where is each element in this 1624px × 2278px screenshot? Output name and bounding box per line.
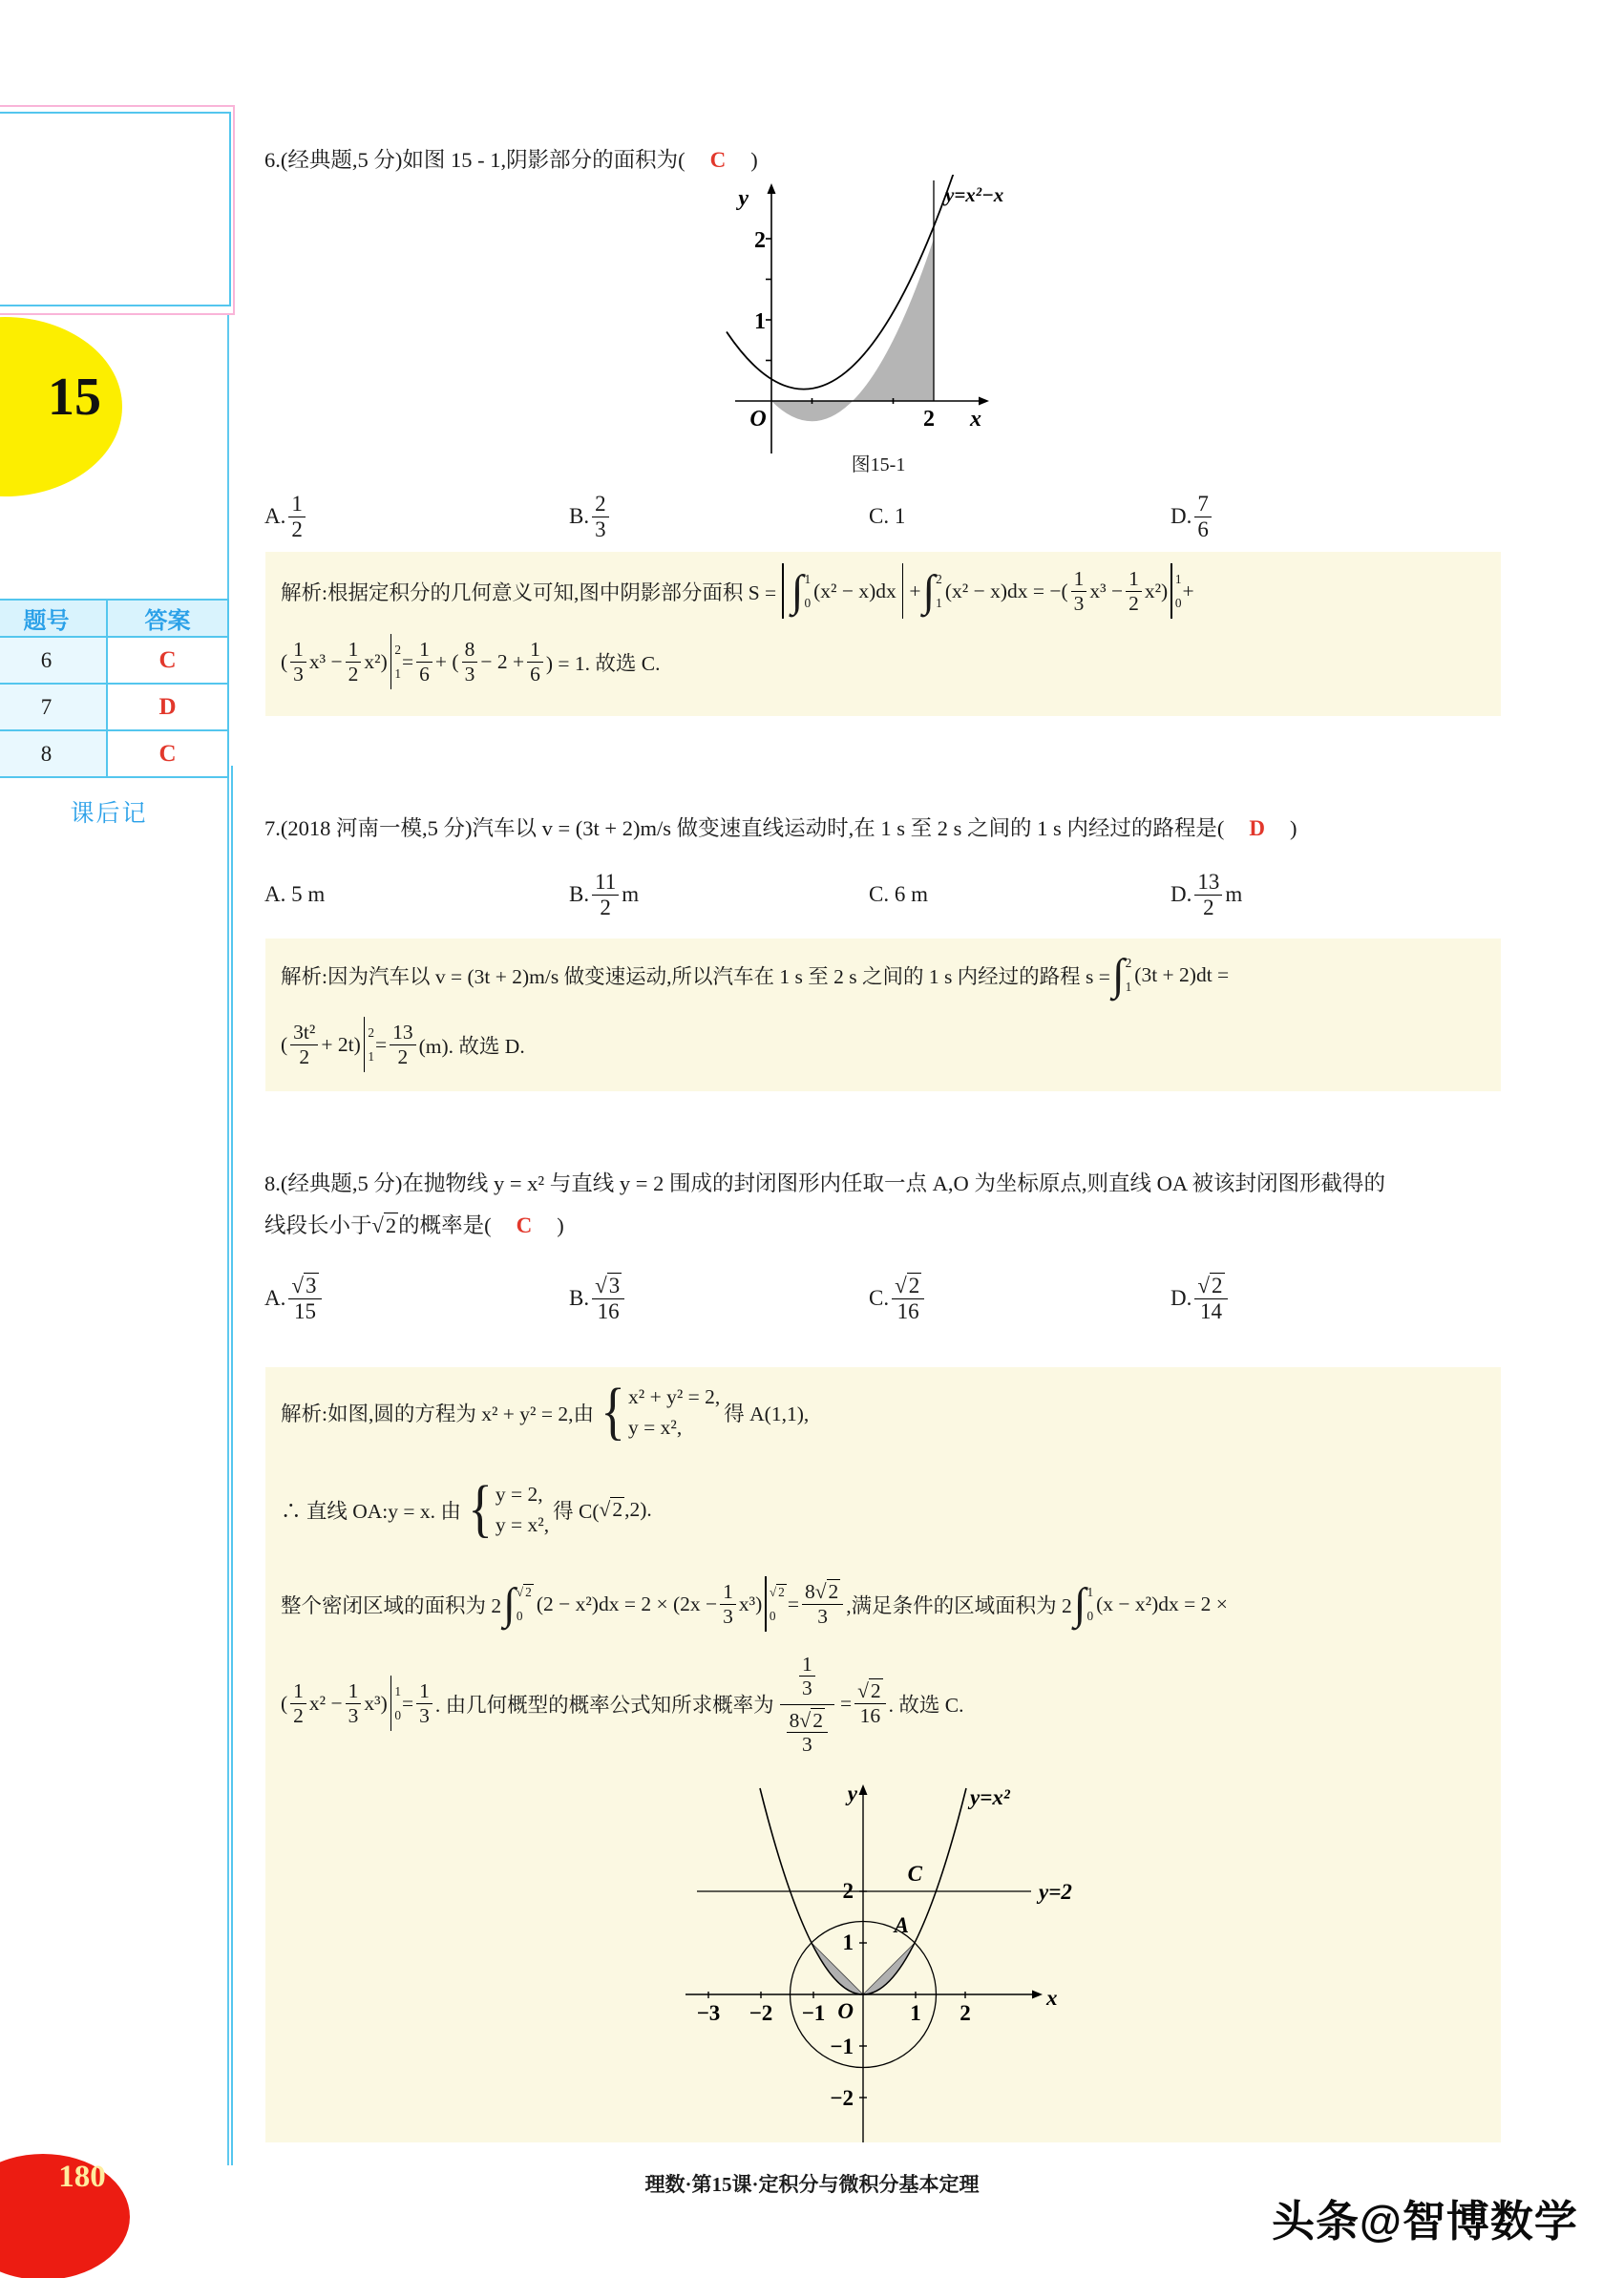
q7-analysis-line-2: ( 3t² 2 + 2t) 2 1 = 13 2 (m). 故选 D.	[281, 1007, 1486, 1082]
q8-option-c: C. √2 16	[869, 1270, 927, 1327]
answer-table	[0, 599, 229, 778]
q6-analysis-line-2: ( 1 3 x³ − 1 2 x²) 2 1 = 1 6 + ( 8 3 − 2 + 1 6 ) = 1. 故选 C.	[281, 626, 1486, 697]
q8-analysis-line-3: 整个密闭区域的面积为 2 ∫ √ 2 0 (2 − x²)dx = 2 × (2x − 1 3 x³) √ 2 0 = 8√2 3 ,满足条件的区域面积为 2 ∫ 1 0 (x − x²)dx = 2 ×	[281, 1568, 1486, 1640]
question-8-text: 线段长小于√2的概率是(	[264, 1213, 492, 1237]
figure-15-1	[707, 175, 1025, 453]
x-tick-2: 2	[960, 2001, 971, 2025]
question-7-close-paren: )	[1290, 816, 1297, 840]
after-class-notes-box	[0, 766, 233, 2165]
figure-15-1-shading	[771, 239, 934, 421]
footer-title: 理数·第15课·定积分与微积分基本定理	[644, 2173, 980, 2196]
q6-option-a: A. 1 2	[264, 489, 308, 544]
page-number: 180	[58, 2160, 106, 2194]
line-y2-label: y=2	[1039, 1880, 1072, 1904]
origin-label: O	[837, 1999, 854, 2023]
y-tick--2: −2	[830, 2086, 854, 2110]
question-number: 8	[0, 730, 107, 777]
y-axis-label: y	[738, 186, 749, 211]
q7-option-d: D. 13 2 m	[1171, 869, 1243, 919]
q8-analysis-line-2: ∴ 直线 OA:y = x. 由 { y = 2, y = x², 得 C( √2 ,2).	[281, 1474, 652, 1544]
answer-table-header-no: 题号	[0, 600, 107, 637]
figure-15-1-axes	[735, 188, 983, 453]
figure-q8-curves	[697, 1788, 1031, 2068]
question-8-stem-line2	[264, 1209, 564, 1239]
q8-option-d: D. √2 14	[1171, 1270, 1231, 1327]
question-6-close-paren: )	[750, 148, 758, 172]
question-8-answer: C	[516, 1213, 533, 1237]
curve-equation-label: y=x²−x	[945, 183, 1004, 206]
q6-option-d: D. 7 6	[1171, 489, 1214, 544]
q6-analysis-line-1: 解析:根据定积分的几何意义可知,图中阴影部分面积 S = ∫ 1 0 (x² − x)dx + ∫ 2 1 (x² − x)dx = −( 1 3 x³ − 1 2 x²) 1 0 +	[281, 558, 1486, 624]
figure-q8-labels	[697, 1782, 1072, 2110]
answer-letter: C	[107, 637, 228, 684]
lesson-number: 15	[48, 368, 101, 427]
q6-analysis-box	[265, 552, 1501, 716]
y-axis-label: y	[847, 1782, 857, 1805]
q8-option-a: A. √3 15	[264, 1270, 325, 1327]
x-axis-label: x	[970, 407, 981, 432]
x-tick--1: −1	[801, 2001, 826, 2025]
question-6-text: 6.(经典题,5 分)如图 15 - 1,阴影部分的面积为(	[264, 148, 685, 172]
question-7-text: 7.(2018 河南一模,5 分)汽车以 v = (3t + 2)m/s 做变速直线运动时,在 1 s 至 2 s 之间的 1 s 内经过的路程是(	[264, 816, 1225, 840]
table-row	[0, 637, 228, 684]
x-tick-2: 2	[923, 407, 935, 432]
q6-option-c: C. 1	[869, 504, 906, 528]
question-7-answer: D	[1249, 816, 1265, 840]
answer-table-header	[0, 600, 228, 637]
q6-option-b: B. 2 3	[569, 489, 612, 544]
y-tick-1: 1	[754, 309, 766, 334]
q8-analysis-line-4: ( 1 2 x² − 1 3 x³) 1 0 = 1 3 . 由几何概型的概率公式知所求概率为 $\frac{1}{3}$ $\frac{8√2}{3}$ = √2 16 . 故选 C.	[281, 1653, 964, 1756]
x-tick--2: −2	[749, 2001, 773, 2025]
y-tick-2: 2	[754, 228, 766, 253]
answer-letter: D	[107, 684, 228, 730]
lesson-number-badge	[0, 317, 122, 496]
answer-letter: C	[107, 730, 228, 777]
x-tick-1: 1	[910, 2001, 921, 2025]
watermark: 头条@智博数学	[1272, 2197, 1578, 2246]
question-number: 7	[0, 684, 107, 730]
q7-analysis-line-1: 解析:因为汽车以 v = (3t + 2)m/s 做变速运动,所以汽车在 1 s 至 2 s 之间的 1 s 内经过的路程 s = ∫ 2 1 (3t + 2)dt =	[281, 949, 1230, 999]
question-8-stem-line1: 8.(经典题,5 分)在抛物线 y = x² 与直线 y = 2 围成的封闭图形内任取一点 A,O 为坐标原点,则直线 OA 被该封闭图形截得的	[264, 1171, 1385, 1195]
point-a-label: A	[894, 1913, 909, 1937]
y-tick--1: −1	[830, 2035, 854, 2058]
note-box-outer	[0, 105, 235, 315]
q7-option-a: A. 5 m	[264, 882, 326, 906]
figure-15-1-caption: 图15-1	[851, 454, 906, 475]
note-box	[0, 112, 231, 306]
question-number: 6	[0, 637, 107, 684]
y-tick-2: 2	[842, 1879, 854, 1903]
q8-analysis-line-1: 解析:如图,圆的方程为 x² + y² = 2,由 { x² + y² = 2, y = x², 得 A(1,1),	[281, 1377, 810, 1446]
origin-label: O	[749, 407, 767, 432]
q7-option-c: C. 6 m	[869, 882, 928, 906]
question-7-stem	[264, 812, 1297, 842]
parabola-label: y=x²	[970, 1785, 1010, 1809]
question-8-close-paren: )	[557, 1213, 564, 1237]
question-6-answer: C	[709, 148, 727, 172]
answer-table-header-ans: 答案	[107, 600, 228, 637]
y-tick-1: 1	[842, 1930, 854, 1954]
q7-analysis-box	[265, 939, 1501, 1091]
figure-q8-axes	[685, 1789, 1037, 2142]
after-class-notes-label: 课后记	[70, 800, 148, 827]
figure-q8	[630, 1764, 1107, 2142]
x-tick--3: −3	[696, 2001, 721, 2025]
x-axis-label: x	[1046, 1986, 1058, 2010]
q8-option-b: B. √3 16	[569, 1270, 627, 1327]
q7-option-b: B. 11 2 m	[569, 869, 640, 919]
table-row	[0, 684, 228, 730]
point-c-label: C	[907, 1862, 922, 1886]
question-6-stem	[264, 143, 758, 174]
